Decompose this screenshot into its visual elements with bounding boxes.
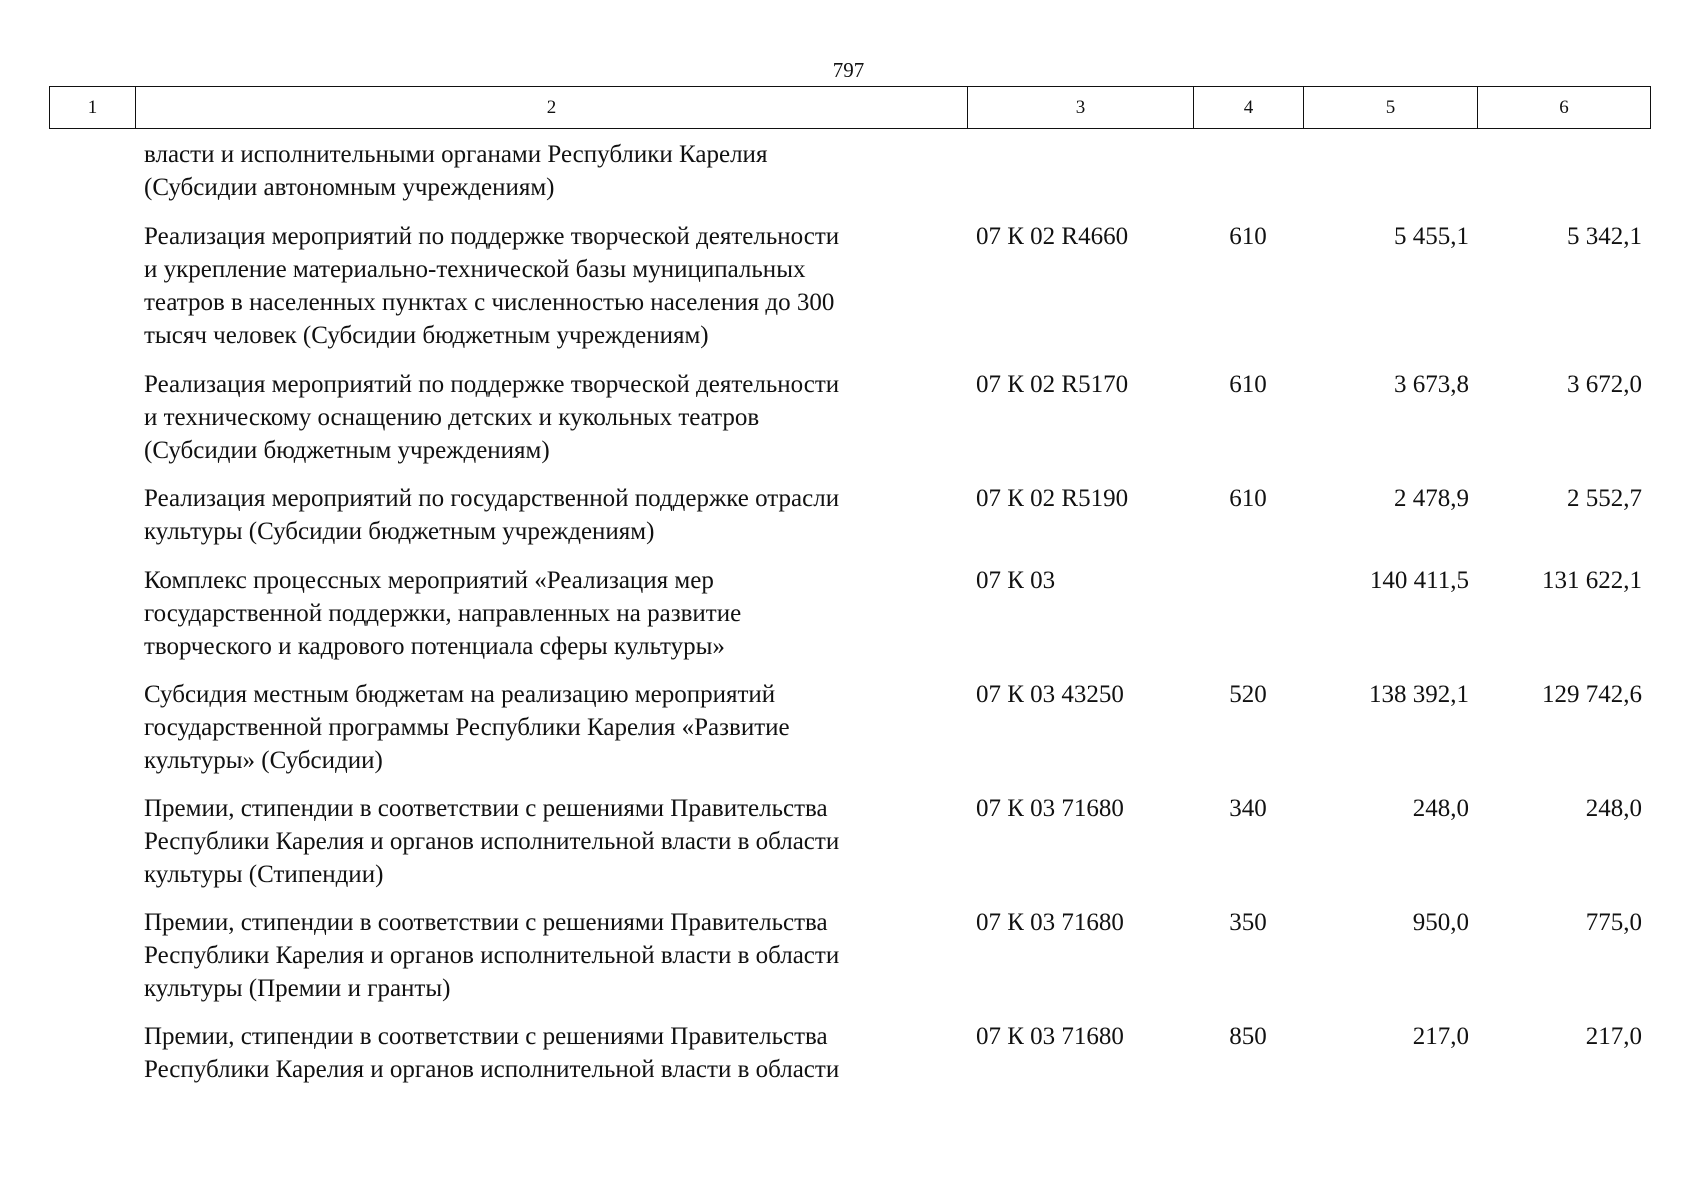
row-code: 07 К 03 71680	[976, 909, 1124, 936]
row-code: 07 К 03 43250	[976, 681, 1124, 708]
row-value-col5: 138 392,1	[1369, 681, 1469, 708]
row-expense-type: 610	[1229, 371, 1267, 398]
table-row	[0, 564, 1697, 678]
row-description: Премии, стипендии в соответствии с решениями Правительства Республики Карелия и органов исполнительной власти в области культуры (Стипендии)	[144, 795, 840, 888]
column-header-4: 4	[1194, 87, 1304, 129]
table-row	[0, 792, 1697, 906]
row-expense-type: 610	[1229, 485, 1267, 512]
row-code: 07 К 02 R4660	[976, 223, 1129, 250]
row-description: Реализация мероприятий по поддержке творческой деятельности и техническому оснащению детских и кукольных театров (Субсидии бюджетным учреждениям)	[144, 371, 840, 464]
budget-rows	[0, 138, 1697, 1102]
row-description: власти и исполнительными органами Республики Карелия (Субсидии автономным учреждениям)	[144, 141, 768, 201]
row-value-col6: 131 622,1	[1542, 567, 1642, 594]
row-value-col6: 129 742,6	[1542, 681, 1642, 708]
row-description: Реализация мероприятий по поддержке творческой деятельности и укрепление материально-технической базы муниципальных театров в населенных пунктах с численностью населения до 300 тысяч человек (Субсидии бюджетным учреждениям)	[144, 223, 840, 349]
table-row	[0, 368, 1697, 482]
row-description: Премии, стипендии в соответствии с решениями Правительства Республики Карелия и органов исполнительной власти в области	[144, 1023, 840, 1083]
row-value-col6: 775,0	[1585, 909, 1642, 936]
row-value-col5: 3 673,8	[1394, 371, 1469, 398]
row-value-col5: 950,0	[1412, 909, 1469, 936]
page-number: 797	[832, 58, 865, 82]
row-description: Субсидия местным бюджетам на реализацию мероприятий государственной программы Республики Карелия «Развитие культуры» (Субсидии)	[144, 681, 790, 774]
row-expense-type: 350	[1229, 909, 1267, 936]
column-header-1: 1	[50, 87, 136, 129]
column-header-6: 6	[1478, 87, 1651, 129]
row-expense-type: 340	[1229, 795, 1267, 822]
table-row	[0, 1020, 1697, 1102]
row-code: 07 К 03 71680	[976, 1023, 1124, 1050]
row-value-col6: 5 342,1	[1567, 223, 1642, 250]
column-header-table	[49, 86, 1651, 129]
row-value-col6: 248,0	[1585, 795, 1642, 822]
row-value-col6: 3 672,0	[1567, 371, 1642, 398]
table-row	[0, 482, 1697, 564]
row-code: 07 К 03 71680	[976, 795, 1124, 822]
row-value-col5: 2 478,9	[1394, 485, 1469, 512]
row-value-col5: 217,0	[1412, 1023, 1469, 1050]
row-code: 07 К 02 R5190	[976, 485, 1129, 512]
row-value-col6: 217,0	[1585, 1023, 1642, 1050]
row-expense-type: 610	[1229, 223, 1267, 250]
table-row	[0, 906, 1697, 1020]
row-description: Реализация мероприятий по государственной поддержке отрасли культуры (Субсидии бюджетным учреждениям)	[144, 485, 840, 545]
row-code: 07 К 02 R5170	[976, 371, 1129, 398]
table-row	[0, 678, 1697, 792]
table-row	[0, 138, 1697, 220]
row-value-col5: 5 455,1	[1394, 223, 1469, 250]
row-code: 07 К 03	[976, 567, 1056, 594]
row-description: Комплекс процессных мероприятий «Реализация мер государственной поддержки, направленных на развитие творческого и кадрового потенциала сферы культуры»	[144, 567, 742, 660]
row-value-col5: 248,0	[1412, 795, 1469, 822]
table-row	[0, 220, 1697, 368]
row-expense-type: 850	[1229, 1023, 1267, 1050]
column-header-row	[50, 87, 1651, 129]
row-value-col6: 2 552,7	[1567, 485, 1642, 512]
column-header-5: 5	[1304, 87, 1478, 129]
row-description: Премии, стипендии в соответствии с решениями Правительства Республики Карелия и органов исполнительной власти в области культуры (Премии и гранты)	[144, 909, 840, 1002]
row-value-col5: 140 411,5	[1369, 567, 1469, 594]
column-header-3: 3	[968, 87, 1194, 129]
column-header-2: 2	[136, 87, 968, 129]
row-expense-type: 520	[1229, 681, 1267, 708]
